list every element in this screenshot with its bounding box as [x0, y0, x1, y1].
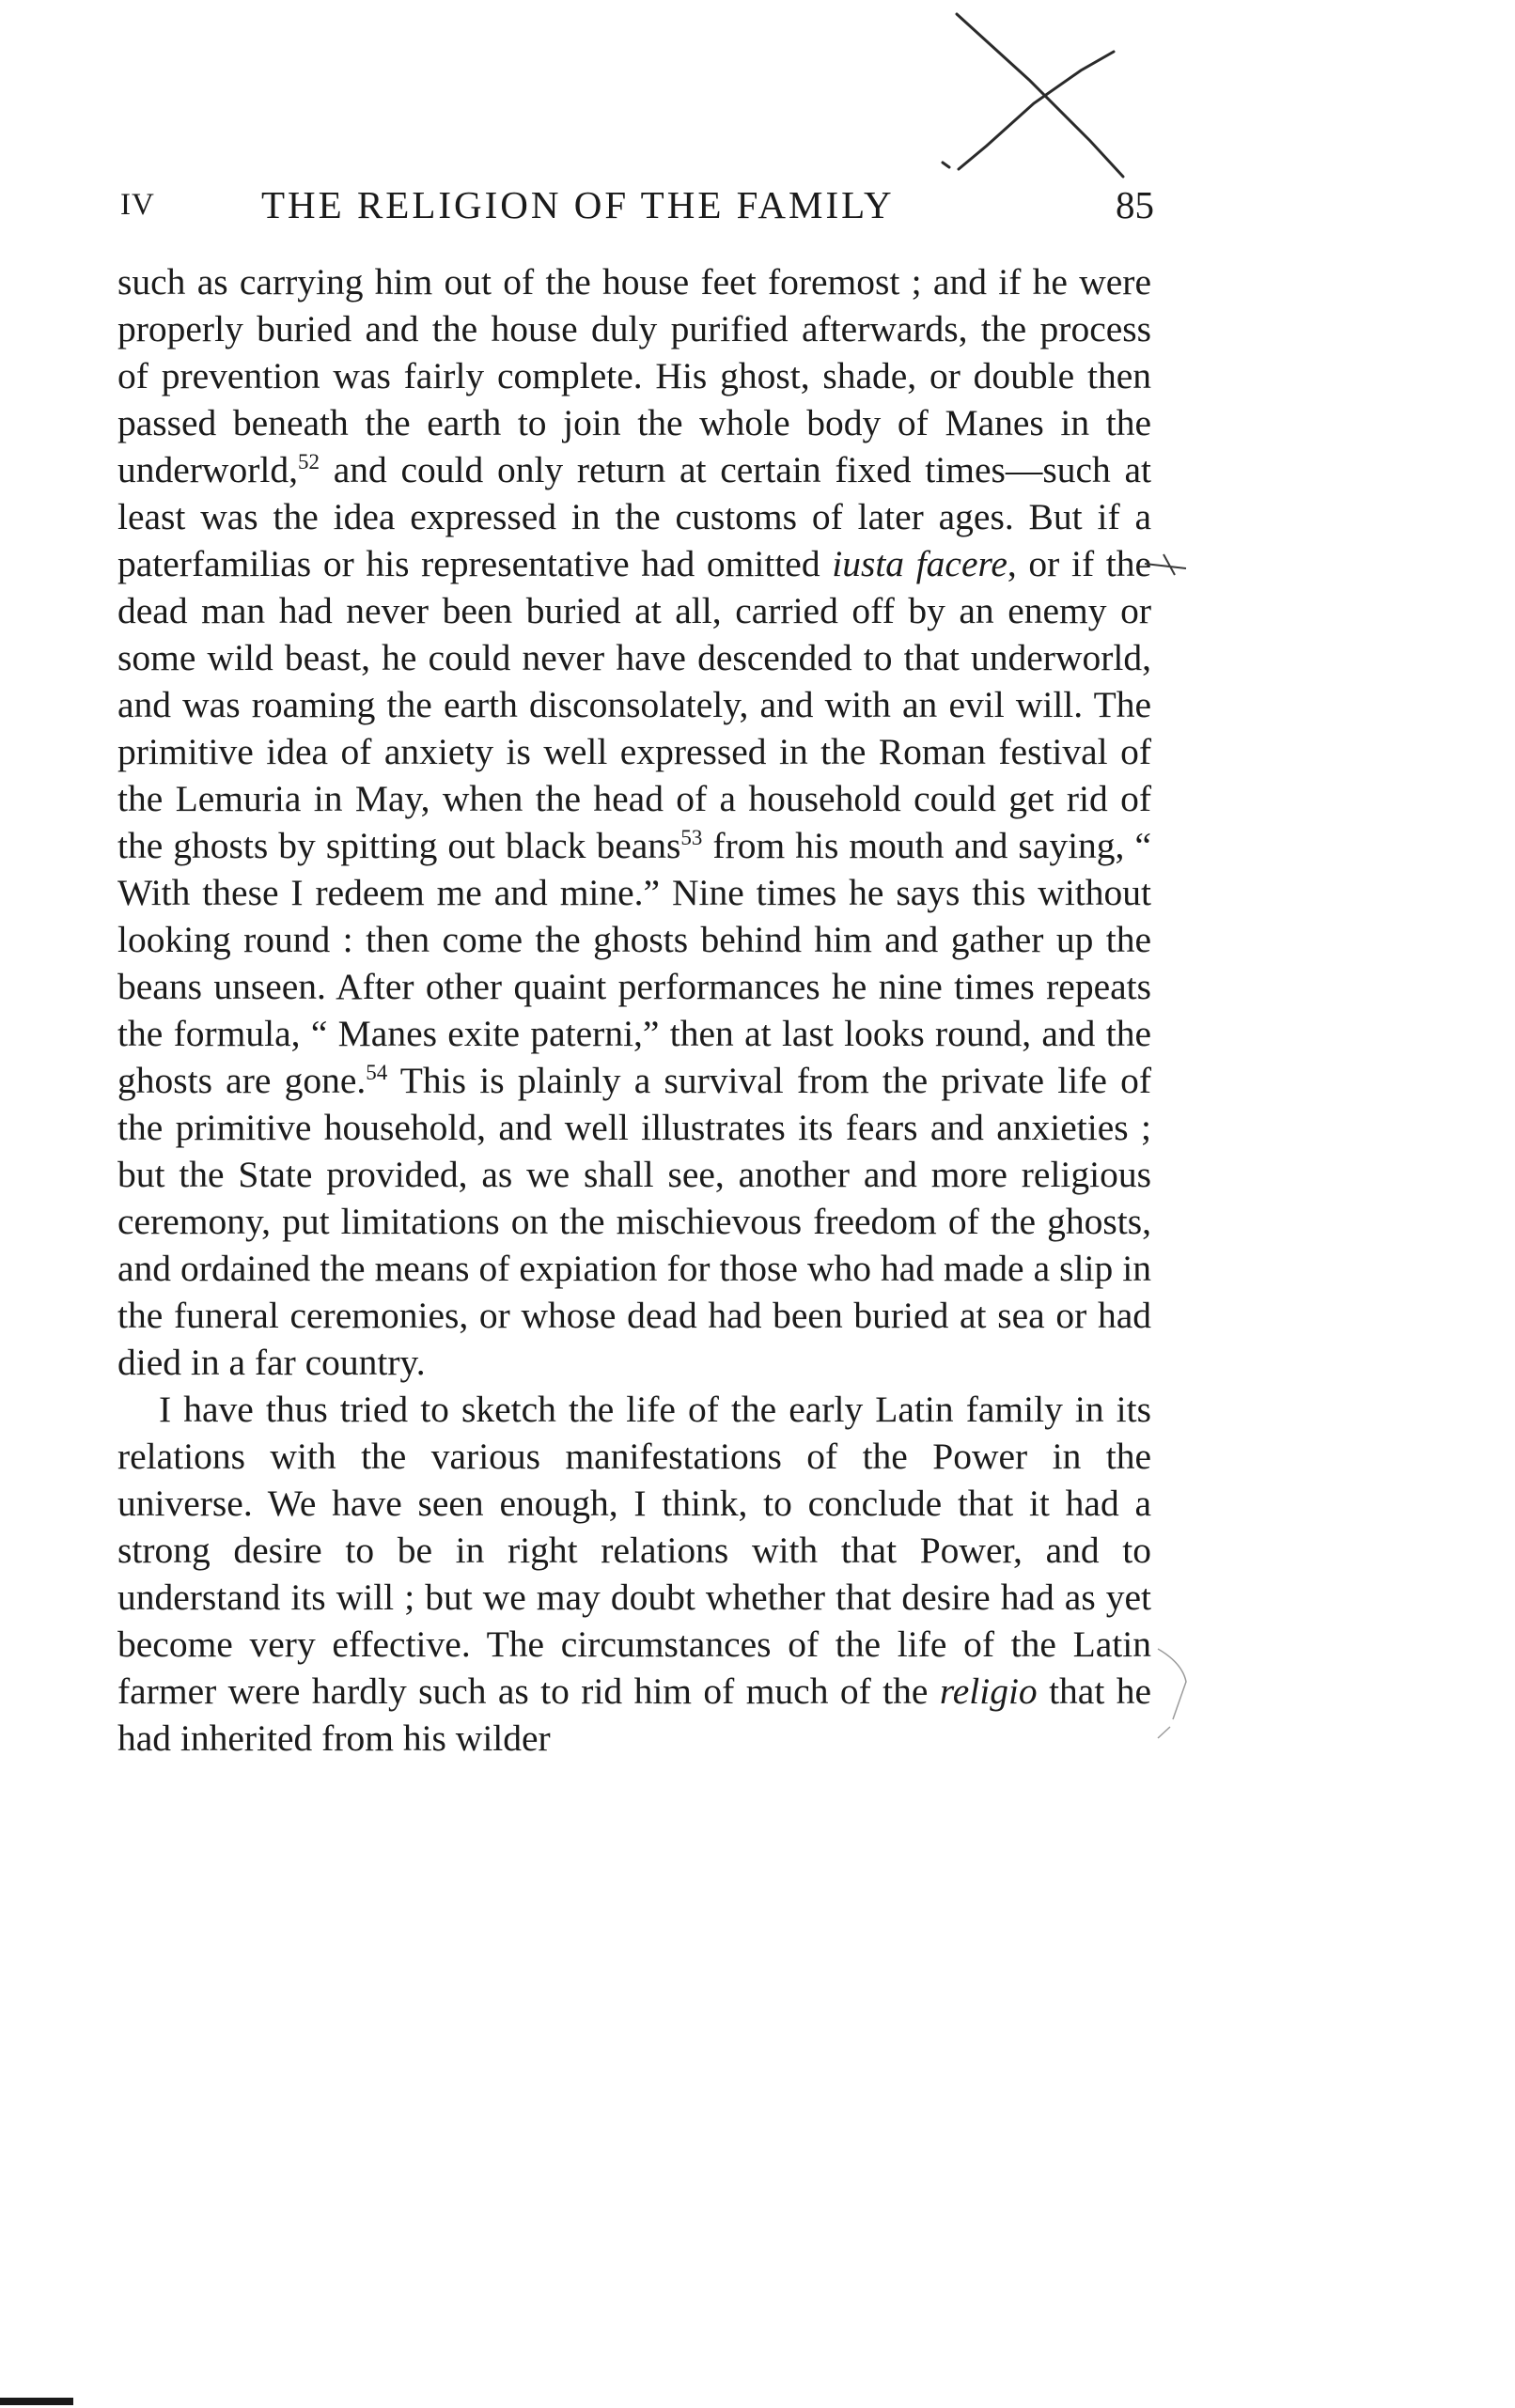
margin-bracket-icon — [1158, 1649, 1186, 1738]
text-run: that he had inherited from his wilder — [117, 1670, 1151, 1759]
footnote-ref: 54 — [366, 1061, 388, 1084]
italic-term: iusta facere — [832, 543, 1007, 584]
text-run: I have thus tried to sketch the life of the early Latin family in its relations with the various manifestations of the Power in the universe. We have seen enough, I think, to conclude that it had a strong desire to be in right relations with that Power, and to understand its will ; but we may doubt whether that desire had as yet become very effective. The circumstances of the life of the Latin farmer were hardly such as to rid him of much of the — [117, 1389, 1151, 1712]
italic-term: religio — [939, 1670, 1038, 1712]
text-run: and could only return at certain fixed times—such at least was the idea expressed in the customs of later ages. But if a paterfamilias or his representative had omitted — [117, 449, 1151, 584]
text-run: , or if the dead man had never been buried at all, carried off by an enemy or some wild beast, he could never have descended to that underworld, and was roaming the earth disconsolately, and with an evil will. The primitive idea of anxiety is well expressed in the Roman festival of the Lemuria in May, when the head of a household could get rid of the ghosts by spitting out black beans — [117, 543, 1151, 866]
chapter-numeral: IV — [120, 188, 155, 222]
page-number: 85 — [1116, 183, 1154, 226]
text-run: from his mouth and saying, “ With these I redeem me and mine.” Nine times he says this without looking round : then come the ghosts behind him and gather up the beans unseen. After other quaint performances he nine times repeats the formula, “ Manes exite paterni,” then at last looks round, and the ghosts are gone. — [117, 825, 1151, 1101]
text-run: This is plainly a survival from the private life of the primitive household, and well illustrates its fears and anxieties ; but the State provided, as we shall see, another and more religious ceremony, put limitations on the mischievous freedom of the ghosts, and ordained the means of expiation for those who had made a slip in the funeral ceremonies, or whose dead had been buried at sea or had died in a far country. — [117, 1060, 1152, 1383]
footnote-ref: 52 — [297, 450, 320, 474]
edge-mark — [0, 2398, 73, 2405]
footnote-ref: 53 — [680, 826, 703, 849]
running-title: THE RELIGION OF THE FAMILY — [261, 183, 895, 226]
cross-mark-icon — [943, 14, 1123, 177]
text-run: such as carrying him out of the house feet foremost ; and if he were properly buried and the house duly purified afterwards, the process of prevention was fairly complete. His ghost, shade, or double then passed beneath the earth to join the whole body of Manes in the underworld, — [117, 261, 1151, 490]
margin-mark-icon — [1145, 554, 1186, 575]
